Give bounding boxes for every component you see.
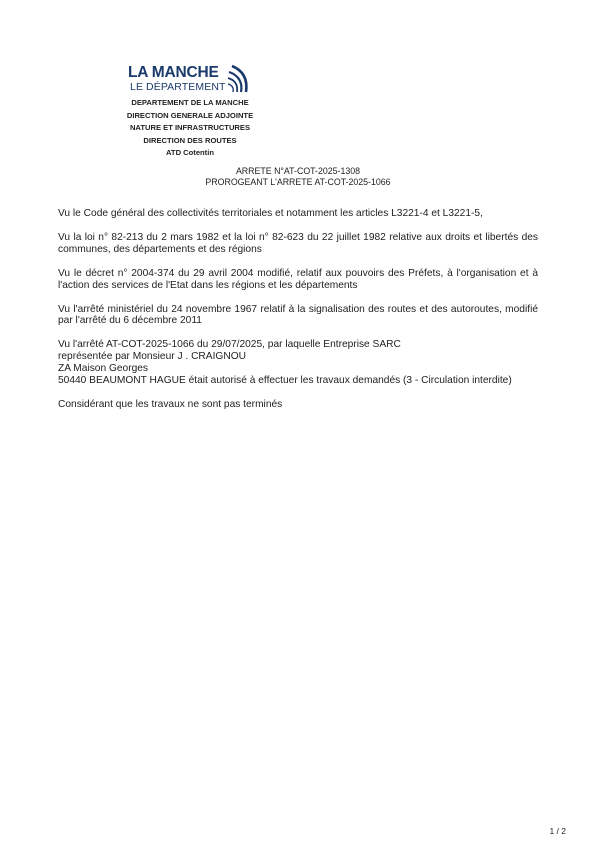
paragraph-code-general: Vu le Code général des collectivités territoriales et notamment les articles L3221-4 et L3221-5, [58,208,483,219]
header-line: NATURE ET INFRASTRUCTURES [129,123,251,133]
paragraph-arrete-ministeriel: Vu l'arrêté ministériel du 24 novembre 1967 relatif à la signalisation des routes et des autoroutes, modifié par l'arrêté du 6 décembre 2011 [58,303,538,327]
logo-line-1: LA MANCHE [128,64,219,81]
header-line: DIRECTION GENERALE ADJOINTE [126,110,254,120]
department-logo [128,64,252,98]
department-header [100,97,280,160]
arrete-subtitle: PROROGEANT L'ARRETE AT-COT-2025-1066 [205,177,391,187]
header-line: DIRECTION DES ROUTES [143,135,237,145]
vu-arrete-line: 50440 BEAUMONT HAGUE était autorisé à effectuer les travaux demandés (3 - Circulation interdite) [58,375,512,387]
vu-arrete-line: représentée par Monsieur J . CRAIGNOU [58,351,246,363]
header-line: DEPARTEMENT DE LA MANCHE [131,98,249,107]
page-number: 1 / 2 [549,826,566,836]
document-body [58,208,538,423]
vu-arrete-line: ZA Maison Georges [58,363,149,375]
paragraph-vu-arrete [58,339,538,387]
paragraph-decret: Vu le décret n° 2004-374 du 29 avril 2004 modifié, relatif aux pouvoirs des Préfets, à l'organisation et à l'action des services de l'Etat dans les régions et les départements [58,267,538,291]
logo-line-2: LE DÉPARTEMENT [130,81,226,93]
header-line: ATD Cotentin [166,148,214,158]
paragraph-loi: Vu la loi n° 82-213 du 2 mars 1982 et la loi n° 82-623 du 22 juillet 1982 relative aux droits et libertés des communes, des départements et des régions [58,231,538,255]
arrete-heading [150,166,446,188]
arrete-title: ARRETE N°AT-COT-2025-1308 [235,166,361,176]
vu-arrete-line: Vu l'arrêté AT-COT-2025-1066 du 29/07/2025, par laquelle Entreprise SARC [58,339,401,351]
wave-logo-icon [228,64,252,94]
paragraph-considerant: Considérant que les travaux ne sont pas terminés [58,398,283,410]
